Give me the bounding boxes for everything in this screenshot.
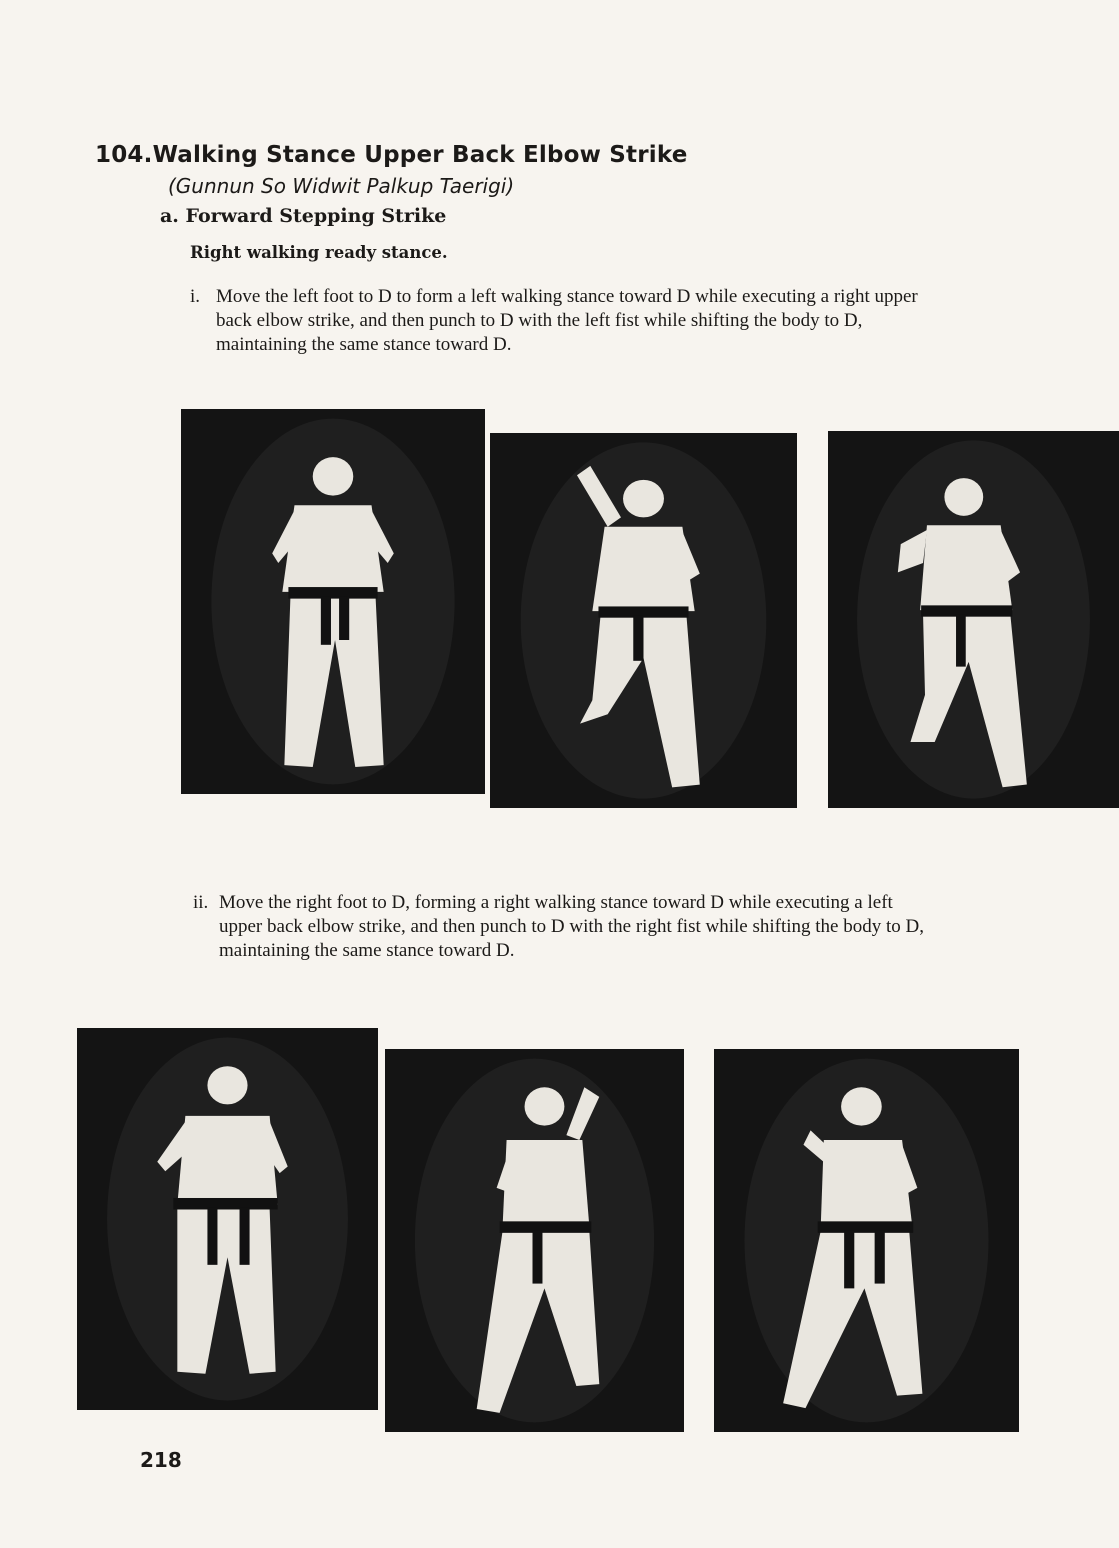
ready-stance: Right walking ready stance. xyxy=(190,243,448,262)
photo-step-1-elbow-strike xyxy=(490,433,797,808)
photo-step-2-elbow-strike xyxy=(385,1049,684,1432)
korean-name: (Gunnun So Widwit Palkup Taerigi) xyxy=(168,174,515,198)
page-number: 218 xyxy=(140,1448,182,1472)
martial-artist-figure xyxy=(714,1049,1019,1432)
exercise-number: 104. xyxy=(95,142,153,168)
martial-artist-figure xyxy=(385,1049,684,1432)
photo-step-1-punch xyxy=(828,431,1119,808)
step-text: Move the left foot to D to form a left walking stance toward D while executing a right upper back elbow strike, and then punch to D with the left fist while shifting the body to D, maintaining the same stance toward D. xyxy=(216,286,918,355)
martial-artist-figure xyxy=(828,431,1119,808)
section-label: a. Forward Stepping Strike xyxy=(160,205,447,227)
exercise-heading xyxy=(95,142,688,168)
exercise-title: Walking Stance Upper Back Elbow Strike xyxy=(152,142,688,168)
martial-artist-figure xyxy=(77,1028,378,1410)
martial-artist-figure xyxy=(181,409,485,794)
photo-step-2-punch xyxy=(714,1049,1019,1432)
step-instruction xyxy=(193,891,928,963)
photo-step-2-ready xyxy=(77,1028,378,1410)
step-text: Move the right foot to D, forming a right walking stance toward D while executing a left upper back elbow strike, and then punch to D with the right fist while shifting the body to D, maintaining the same stance toward D. xyxy=(219,892,924,961)
step-marker: ii. xyxy=(193,892,209,913)
martial-artist-figure xyxy=(490,433,797,808)
photo-step-1-ready xyxy=(181,409,485,794)
step-marker: i. xyxy=(190,286,201,307)
step-instruction xyxy=(190,285,920,357)
